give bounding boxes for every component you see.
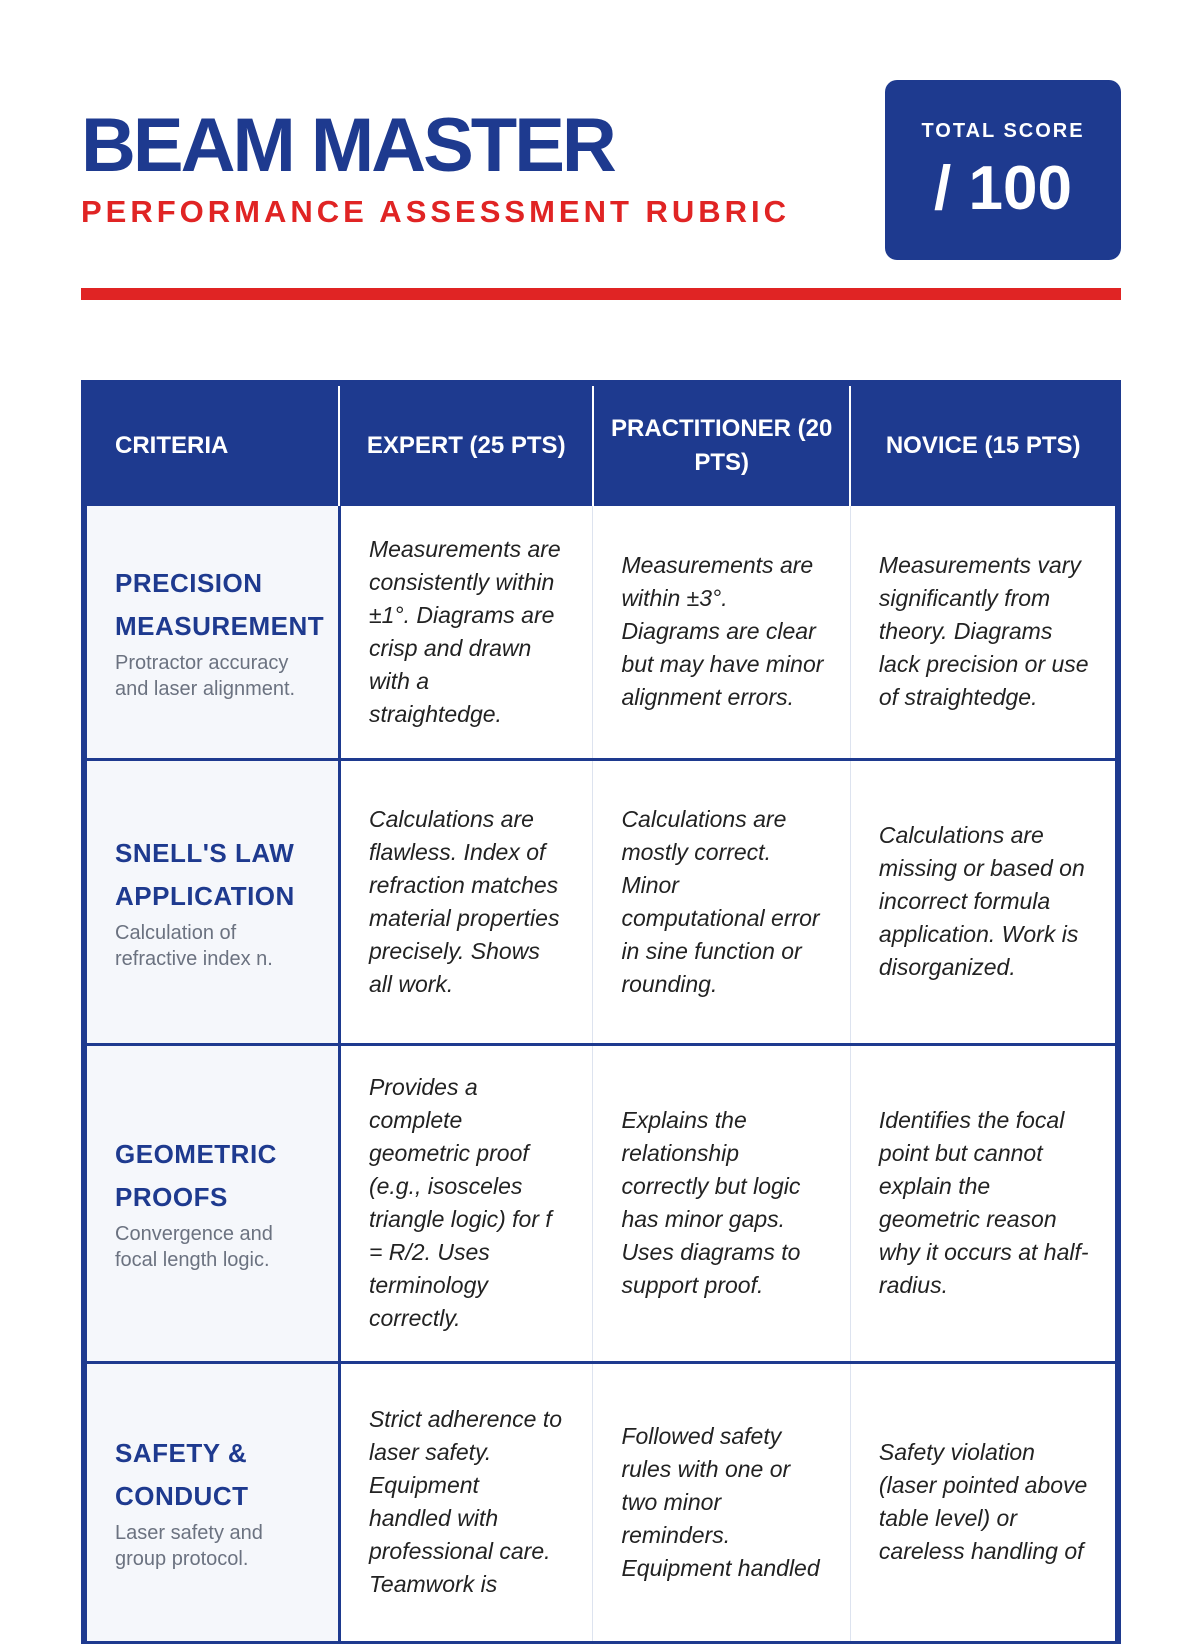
criteria-name: SAFETY & CONDUCT [115, 1438, 249, 1511]
page-title: BEAM MASTER [81, 103, 614, 188]
table-row [84, 1362, 1118, 1642]
novice-cell: Measurements vary significantly from theory. Diagrams lack precision or use of straightedge. [850, 506, 1118, 759]
criteria-description: Laser safety and group protocol. [115, 1522, 263, 1570]
column-header-novice: NOVICE (15 PTS) [850, 383, 1118, 506]
table-row [84, 1044, 1118, 1362]
criteria-description: Protractor accuracy and laser alignment. [115, 651, 296, 700]
header-divider [81, 288, 1121, 300]
practitioner-cell: Calculations are mostly correct. Minor computational error in sine function or rounding. [593, 759, 850, 1044]
total-score-label: TOTAL SCORE [921, 120, 1085, 142]
practitioner-cell: Followed safety rules with one or two minor reminders. Equipment handled [593, 1362, 850, 1642]
criteria-cell [84, 759, 339, 1044]
criteria-name: GEOMETRIC PROOFS [115, 1139, 277, 1212]
rubric-header-row [84, 383, 1118, 506]
criteria-cell [84, 1362, 339, 1642]
criteria-description: Convergence and focal length logic. [115, 1223, 273, 1271]
expert-cell: Provides a complete geometric proof (e.g., isosceles triangle logic) for f = R/2. Uses terminology correctly. [339, 1044, 592, 1362]
practitioner-cell: Measurements are within ±3°. Diagrams are clear but may have minor alignment errors. [593, 506, 850, 759]
page-subtitle: PERFORMANCE ASSESSMENT RUBRIC [81, 194, 791, 229]
criteria-cell [84, 506, 339, 759]
table-row [84, 506, 1118, 759]
column-header-criteria: CRITERIA [84, 383, 339, 506]
column-header-expert: EXPERT (25 PTS) [339, 383, 592, 506]
header [81, 80, 1121, 300]
criteria-name: PRECISION MEASUREMENT [115, 567, 325, 641]
expert-cell: Calculations are flawless. Index of refraction matches material properties precisely. Shows all work. [339, 759, 592, 1044]
practitioner-cell: Explains the relationship correctly but logic has minor gaps. Uses diagrams to support proof. [593, 1044, 850, 1362]
table-row [84, 759, 1118, 1044]
novice-cell: Calculations are missing or based on incorrect formula application. Work is disorganized. [850, 759, 1118, 1044]
total-score-box [885, 80, 1121, 260]
novice-cell: Identifies the focal point but cannot explain the geometric reason why it occurs at half-radius. [850, 1044, 1118, 1362]
column-header-practitioner: PRACTITIONER (20 PTS) [593, 383, 850, 506]
expert-cell: Measurements are consistently within ±1°. Diagrams are crisp and drawn with a straightedge. [339, 506, 592, 759]
novice-cell: Safety violation (laser pointed above table level) or careless handling of [850, 1362, 1118, 1642]
criteria-cell [84, 1044, 339, 1362]
total-score-value: / 100 [934, 154, 1072, 223]
expert-cell: Strict adherence to laser safety. Equipment handled with professional care. Teamwork is [339, 1362, 592, 1642]
criteria-name: SNELL'S LAW APPLICATION [115, 837, 295, 911]
rubric-table [81, 380, 1121, 1644]
criteria-description: Calculation of refractive index n. [115, 921, 273, 970]
